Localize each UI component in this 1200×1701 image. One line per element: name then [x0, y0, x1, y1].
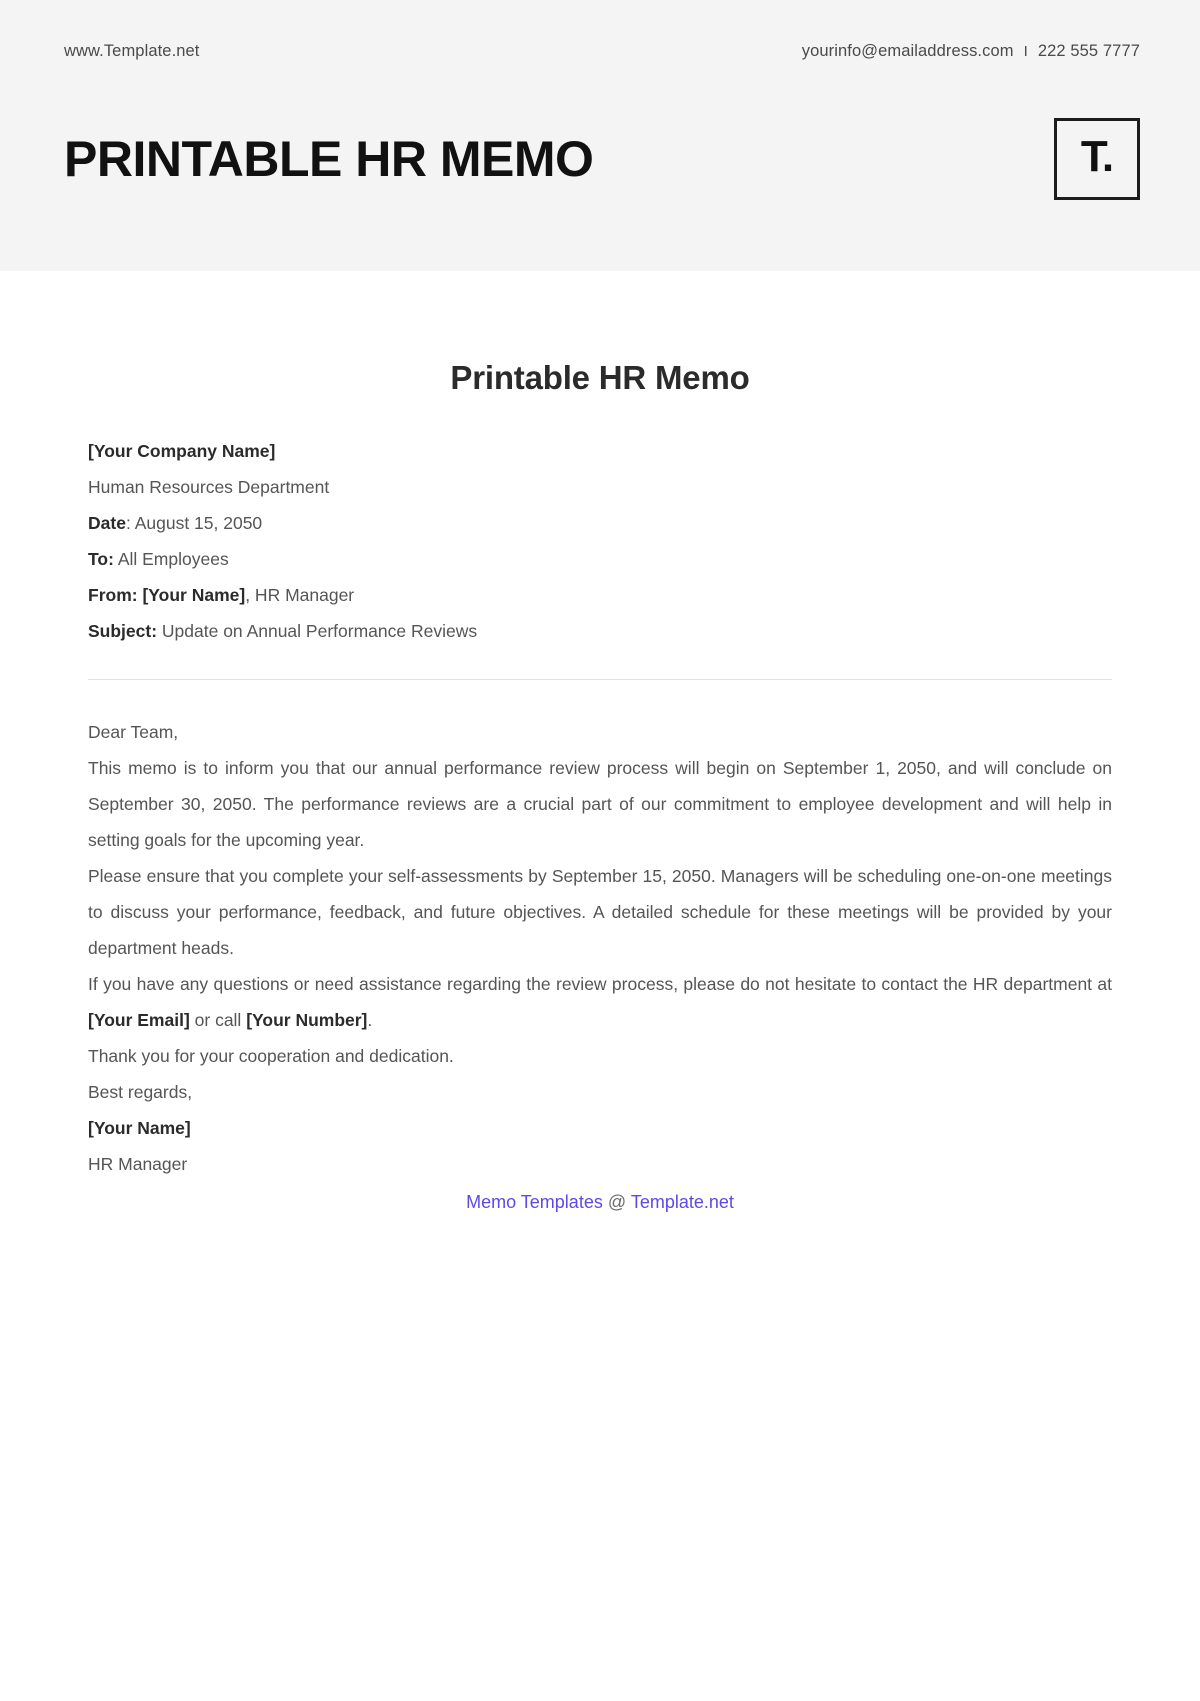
body-paragraph-3-text-3: . [367, 1010, 373, 1030]
footer-link-at: @ [607, 1192, 627, 1212]
header-contact-group [802, 42, 1140, 61]
header-separator: I [1023, 43, 1028, 60]
meta-to-value: All Employees [113, 549, 229, 569]
memo-body [88, 714, 1112, 1182]
meta-from-rest: , HR Manager [245, 585, 355, 605]
meta-company-line [88, 433, 1112, 469]
body-salutation: Dear Team, [88, 722, 179, 742]
meta-from-name: [Your Name] [142, 585, 246, 605]
page-header [0, 0, 1200, 271]
meta-department-line: Human Resources Department [88, 477, 330, 497]
meta-subject-label: Subject: [88, 621, 158, 641]
footer-template-link[interactable] [88, 1192, 1112, 1213]
body-paragraph-3-text-2: or call [189, 1010, 247, 1030]
footer-link-suffix[interactable]: Template.net [630, 1192, 734, 1212]
document-kicker-title: PRINTABLE HR MEMO [64, 131, 594, 187]
header-phone: 222 555 7777 [1037, 42, 1140, 60]
page-title: Printable HR Memo [450, 359, 750, 396]
meta-from-line [88, 577, 1112, 613]
body-signer-title: HR Manager [88, 1154, 188, 1174]
meta-date-label: Date [88, 513, 126, 533]
memo-meta-block [88, 433, 1112, 649]
meta-date-separator: : [125, 513, 135, 533]
document-sheet [0, 359, 1200, 1213]
meta-to-label: To: [88, 549, 114, 569]
body-paragraph-2: Please ensure that you complete your self-assessments by September 15, 2050. Managers will be scheduling one-on-one meetings to discuss your performance, feedback, and future objectives. A detailed schedule for these meetings will be provided by your department heads. [88, 866, 1112, 958]
header-title-row [64, 118, 1140, 200]
brand-logo-mark: T. [1080, 132, 1114, 181]
section-divider [88, 679, 1112, 680]
body-paragraph-1: This memo is to inform you that our annual performance review process will begin on September 1, 2050, and will conclude on September 30, 2050. The performance reviews are a crucial part of our commitment to employee development and will help in setting goals for the upcoming year. [88, 758, 1112, 850]
body-paragraph-3-text-1: If you have any questions or need assistance regarding the review process, please do not hesitate to contact the HR department at [88, 974, 1112, 994]
body-paragraph-3 [88, 966, 1112, 1038]
header-website: www.Template.net [64, 42, 200, 60]
accent-divider [56, 222, 1144, 231]
signer-name-value: [Your Name] [88, 1118, 191, 1138]
meta-from-label: From: [88, 585, 143, 605]
meta-date-value: August 15, 2050 [134, 513, 263, 533]
body-closing: Best regards, [88, 1082, 193, 1102]
body-email-placeholder: [Your Email] [88, 1010, 190, 1030]
meta-to-line [88, 541, 1112, 577]
meta-company-value: [Your Company Name] [88, 441, 276, 461]
meta-subject-line [88, 613, 1112, 649]
meta-subject-value: Update on Annual Performance Reviews [157, 621, 478, 641]
meta-date-line [88, 505, 1112, 541]
footer-link-prefix[interactable]: Memo Templates [466, 1192, 603, 1212]
body-number-placeholder: [Your Number] [246, 1010, 368, 1030]
brand-logo [1054, 118, 1140, 200]
body-signer-name [88, 1110, 1112, 1146]
header-meta-row [64, 42, 1140, 61]
body-thanks: Thank you for your cooperation and dedication. [88, 1046, 454, 1066]
header-email: yourinfo@emailaddress.com [801, 42, 1014, 60]
